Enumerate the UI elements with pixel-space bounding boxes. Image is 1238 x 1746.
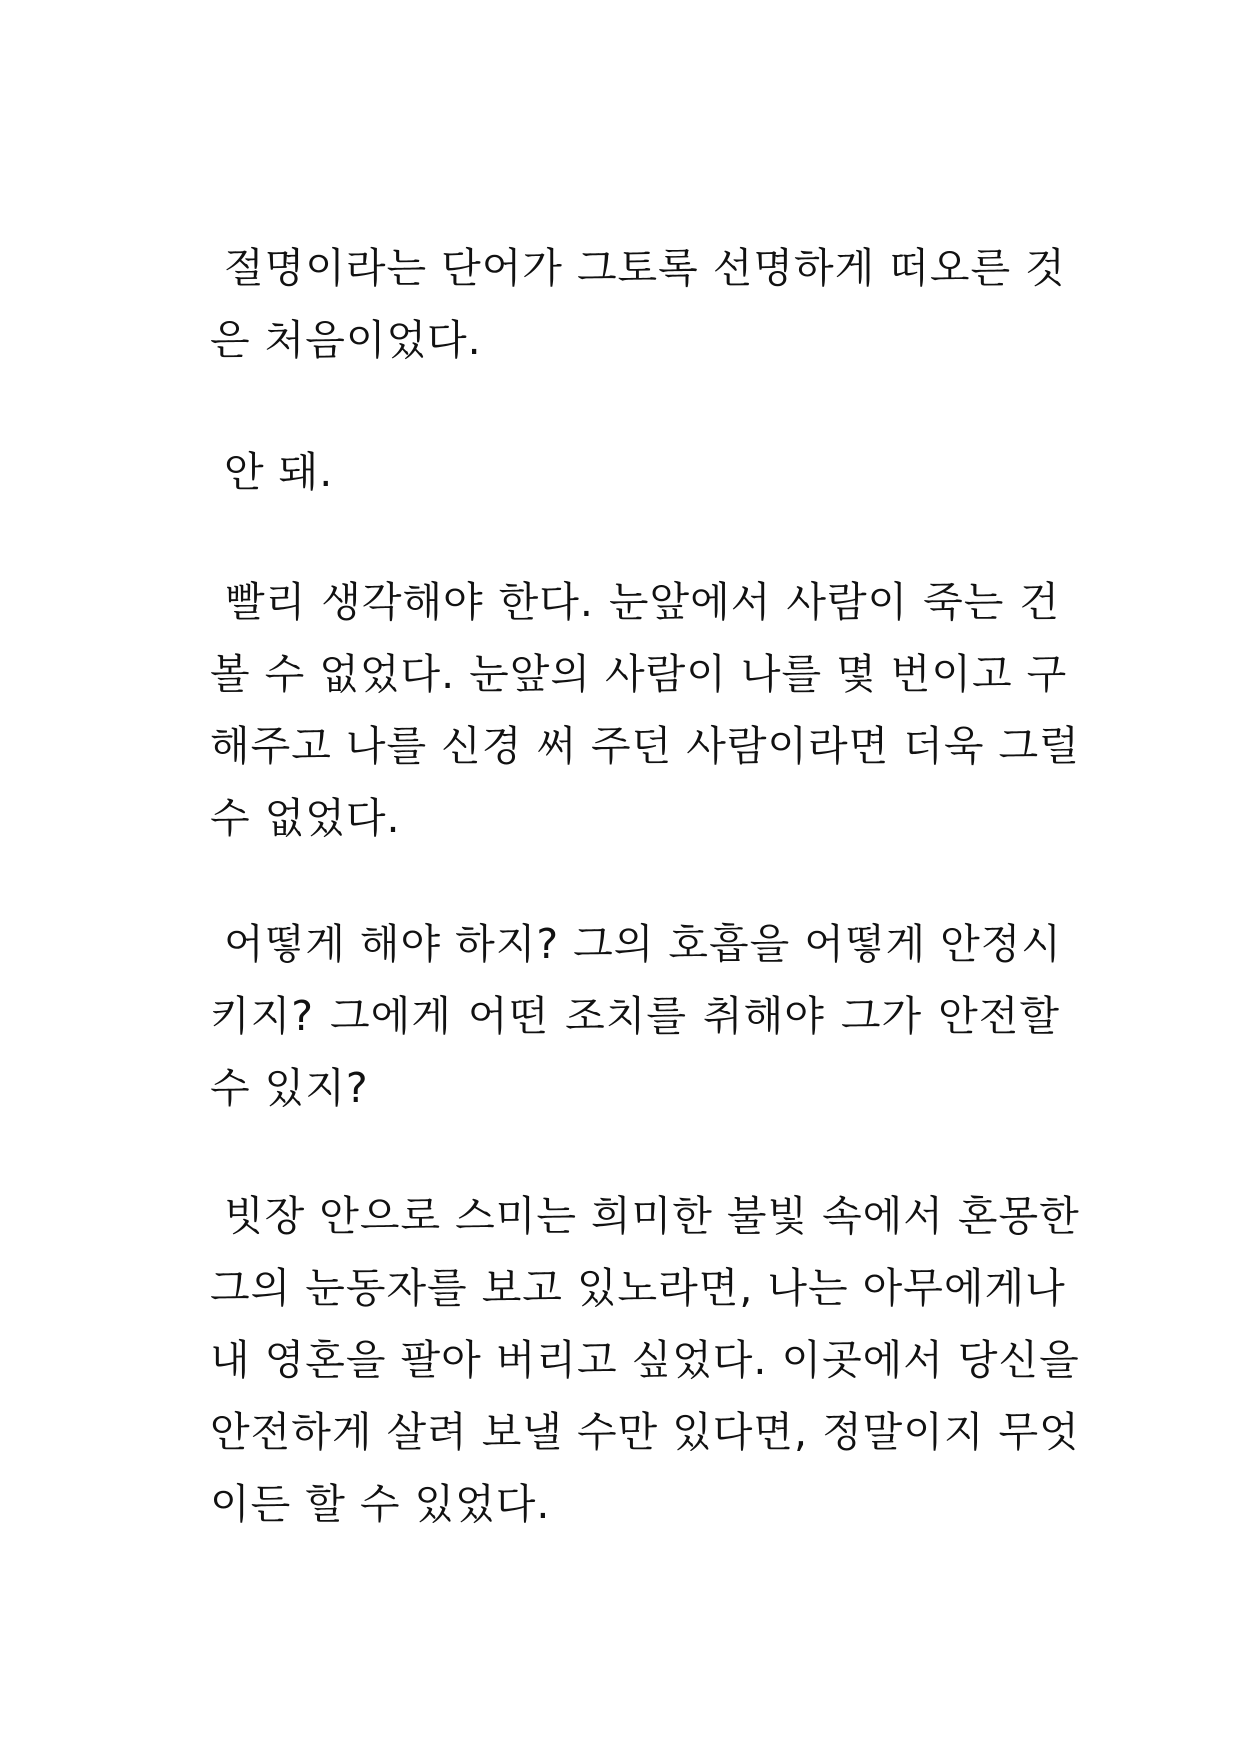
text-line: 절명이라는 단어가 그토록 선명하게 떠오른 것 [210, 244, 1066, 292]
text-line: 이든 할 수 있었다. [210, 1480, 551, 1528]
paragraph-1 [210, 232, 1066, 376]
paragraph-5 [210, 1180, 1080, 1540]
paragraph-2 [210, 436, 1060, 508]
text-line: 빨리 생각해야 한다. 눈앞에서 사람이 죽는 건 [210, 578, 1060, 626]
paragraph-4 [210, 908, 1060, 1124]
text-line: 은 처음이었다. [210, 316, 482, 364]
text-line: 해주고 나를 신경 써 주던 사람이라면 더욱 그럴 [210, 722, 1080, 770]
text-line: 내 영혼을 팔아 버리고 싶었다. 이곳에서 당신을 [210, 1336, 1080, 1384]
text-line: 안전하게 살려 보낼 수만 있다면, 정말이지 무엇 [210, 1408, 1080, 1456]
paragraph-3 [210, 566, 1080, 854]
text-line: 키지? 그에게 어떤 조치를 취해야 그가 안전할 [210, 992, 1060, 1040]
text-line: 수 있지? [210, 1064, 369, 1112]
text-line: 볼 수 없었다. 눈앞의 사람이 나를 몇 번이고 구 [210, 650, 1068, 698]
text-line: 안 돼. [210, 448, 334, 496]
text-line: 수 없었다. [210, 794, 401, 842]
text-line: 어떻게 해야 하지? 그의 호흡을 어떻게 안정시 [210, 920, 1062, 968]
text-line: 그의 눈동자를 보고 있노라면, 나는 아무에게나 [210, 1264, 1066, 1312]
text-line: 빗장 안으로 스미는 희미한 불빛 속에서 혼몽한 [210, 1192, 1080, 1240]
